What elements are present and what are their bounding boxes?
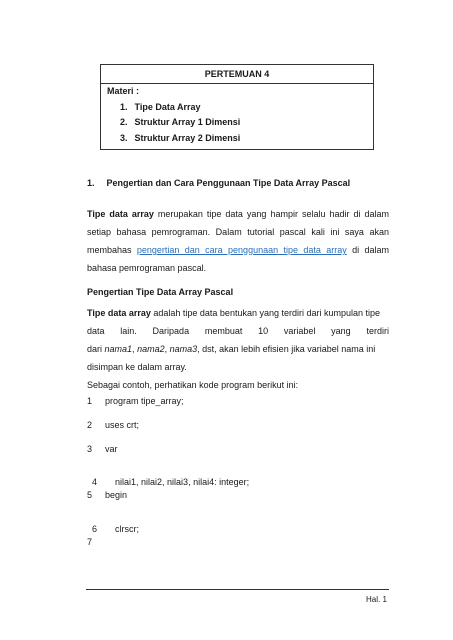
code-line: 1 program tipe_array; <box>87 396 184 406</box>
code-line: 7 <box>87 537 93 547</box>
section-heading: 1. Pengertian dan Cara Penggunaan Tipe Data Array Pascal <box>87 178 351 188</box>
code-line: 4 nilai1, nilai2, nilai3, nilai4: integer; <box>92 477 250 487</box>
definition-line: data lain. Daripada membuat 10 variabel yang terdiri <box>87 326 389 336</box>
meeting-title: PERTEMUAN 4 <box>101 65 373 84</box>
page-number: Hal. 1 <box>366 595 387 604</box>
article-link[interactable]: pengertian dan cara penggunaan tipe data array <box>136 245 347 255</box>
intro-paragraph: Tipe data array merupakan tipe data yang hampir selalu hadir di dalam setiap bahasa pemrograman. Dalam tutorial pascal kali ini saya akan membahas pengertian dan cara penggunaan tipe data array di dalam bahasa pemrograman pascal. <box>87 209 389 273</box>
intro-bold-term: Tipe data array <box>87 209 154 219</box>
materi-item: 2. Struktur Array 1 Dimensi <box>120 117 241 127</box>
definition-paragraph <box>87 304 389 394</box>
footer-divider <box>86 589 389 590</box>
materi-item: 3. Struktur Array 2 Dimensi <box>120 133 241 143</box>
code-line: 5 begin <box>87 490 128 500</box>
code-line: 3 var <box>87 444 118 454</box>
topic-box <box>100 64 374 150</box>
definition-line: disimpan ke dalam array. <box>87 362 187 372</box>
definition-line: Sebagai contoh, perhatikan kode program berikut ini: <box>87 380 299 390</box>
definition-line: dari nama1, nama2, nama3, dst, akan lebih efisien jika variabel nama ini <box>87 344 376 354</box>
materi-label: Materi : <box>107 86 140 96</box>
code-line: 2 uses crt; <box>87 420 140 430</box>
code-line: 6 clrscr; <box>92 524 140 534</box>
subsection-heading: Pengertian Tipe Data Array Pascal <box>87 287 234 297</box>
materi-item: 1. Tipe Data Array <box>120 102 201 112</box>
definition-line: Tipe data array adalah tipe data bentukan yang terdiri dari kumpulan tipe <box>87 308 381 318</box>
